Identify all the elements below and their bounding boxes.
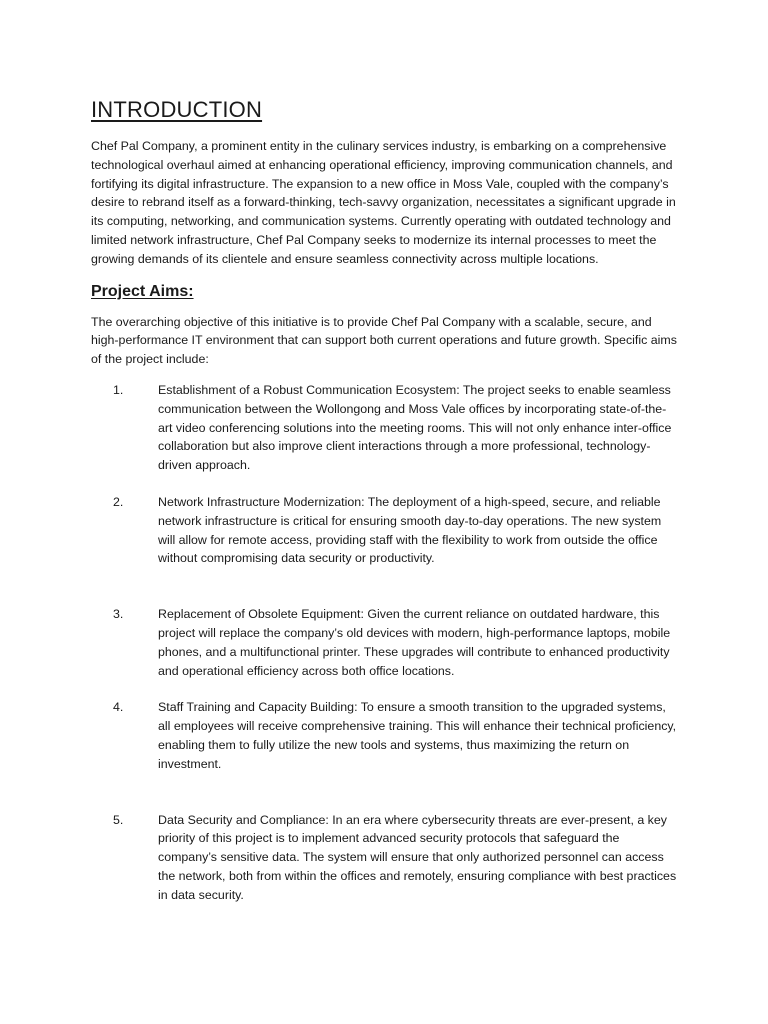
list-item-number: 3. [113,607,124,622]
list-item [91,811,677,905]
page-title: INTRODUCTION [91,97,263,122]
list-item [91,605,677,680]
intro-paragraph: Chef Pal Company, a prominent entity in the culinary services industry, is embarking on a comprehensive technological overhaul aimed at enhancing operational efficiency, improving communication channels, and fortifying its digital infrastructure. The expansion to a new office in Moss Vale, coupled with the company’s desire to rebrand itself as a forward-thinking, tech-savvy organization, necessitates a significant upgrade in its computing, networking, and communication systems. Currently operating with outdated technology and limited network infrastructure, Chef Pal Company seeks to modernize its internal processes to meet the growing demands of its clientele and ensure seamless connectivity across multiple locations. [91,139,676,266]
list-item-number: 5. [113,812,124,827]
section-heading-project-aims: Project Aims: [91,282,194,300]
list-item-number: 2. [113,494,124,509]
list-item-text: Replacement of Obsolete Equipment: Given the current reliance on outdated hardware, this project will replace the company’s old devices with modern, high-performance laptops, mobile phones, and a multifunctional printer. These upgrades will contribute to enhanced productivity and operational efficiency across both office locations. [158,607,671,678]
list-item-text: Data Security and Compliance: In an era where cybersecurity threats are ever-present, a key priority of this project is to implement advanced security protocols that safeguard the company’s sensitive data. The system will ensure that only authorized personnel can access the network, both from within the offices and remotely, ensuring compliance with best practices in data security. [158,812,677,902]
list-item [91,381,677,475]
aims-list [91,381,677,905]
list-item-text: Network Infrastructure Modernization: The deployment of a high-speed, secure, and reliable network infrastructure is critical for ensuring smooth day-to-day operations. The new system will allow for remote access, providing staff with the flexibility to work from outside the office without compromising data security or productivity. [158,494,662,566]
document-page [91,96,677,905]
list-item [91,493,677,568]
list-item [91,698,677,773]
aims-intro-paragraph: The overarching objective of this initiative is to provide Chef Pal Company with a scalable, secure, and high-performance IT environment that can support both current operations and future growth. Specific aims of the project include: [91,314,677,367]
list-item-number: 4. [113,700,124,715]
list-item-text: Staff Training and Capacity Building: To ensure a smooth transition to the upgraded systems, all employees will receive comprehensive training. This will enhance their technical proficiency, enabling them to fully utilize the new tools and systems, thus maximizing the return on investment. [158,700,677,771]
list-item-text: Establishment of a Robust Communication Ecosystem: The project seeks to enable seamless communication between the Wollongong and Moss Vale offices by incorporating state-of-the-art video conferencing solutions into the meeting rooms. This will not only enhance inter-office collaboration but also improve client interactions through a more professional, technology-driven approach. [158,382,672,473]
list-item-number: 1. [113,382,124,397]
